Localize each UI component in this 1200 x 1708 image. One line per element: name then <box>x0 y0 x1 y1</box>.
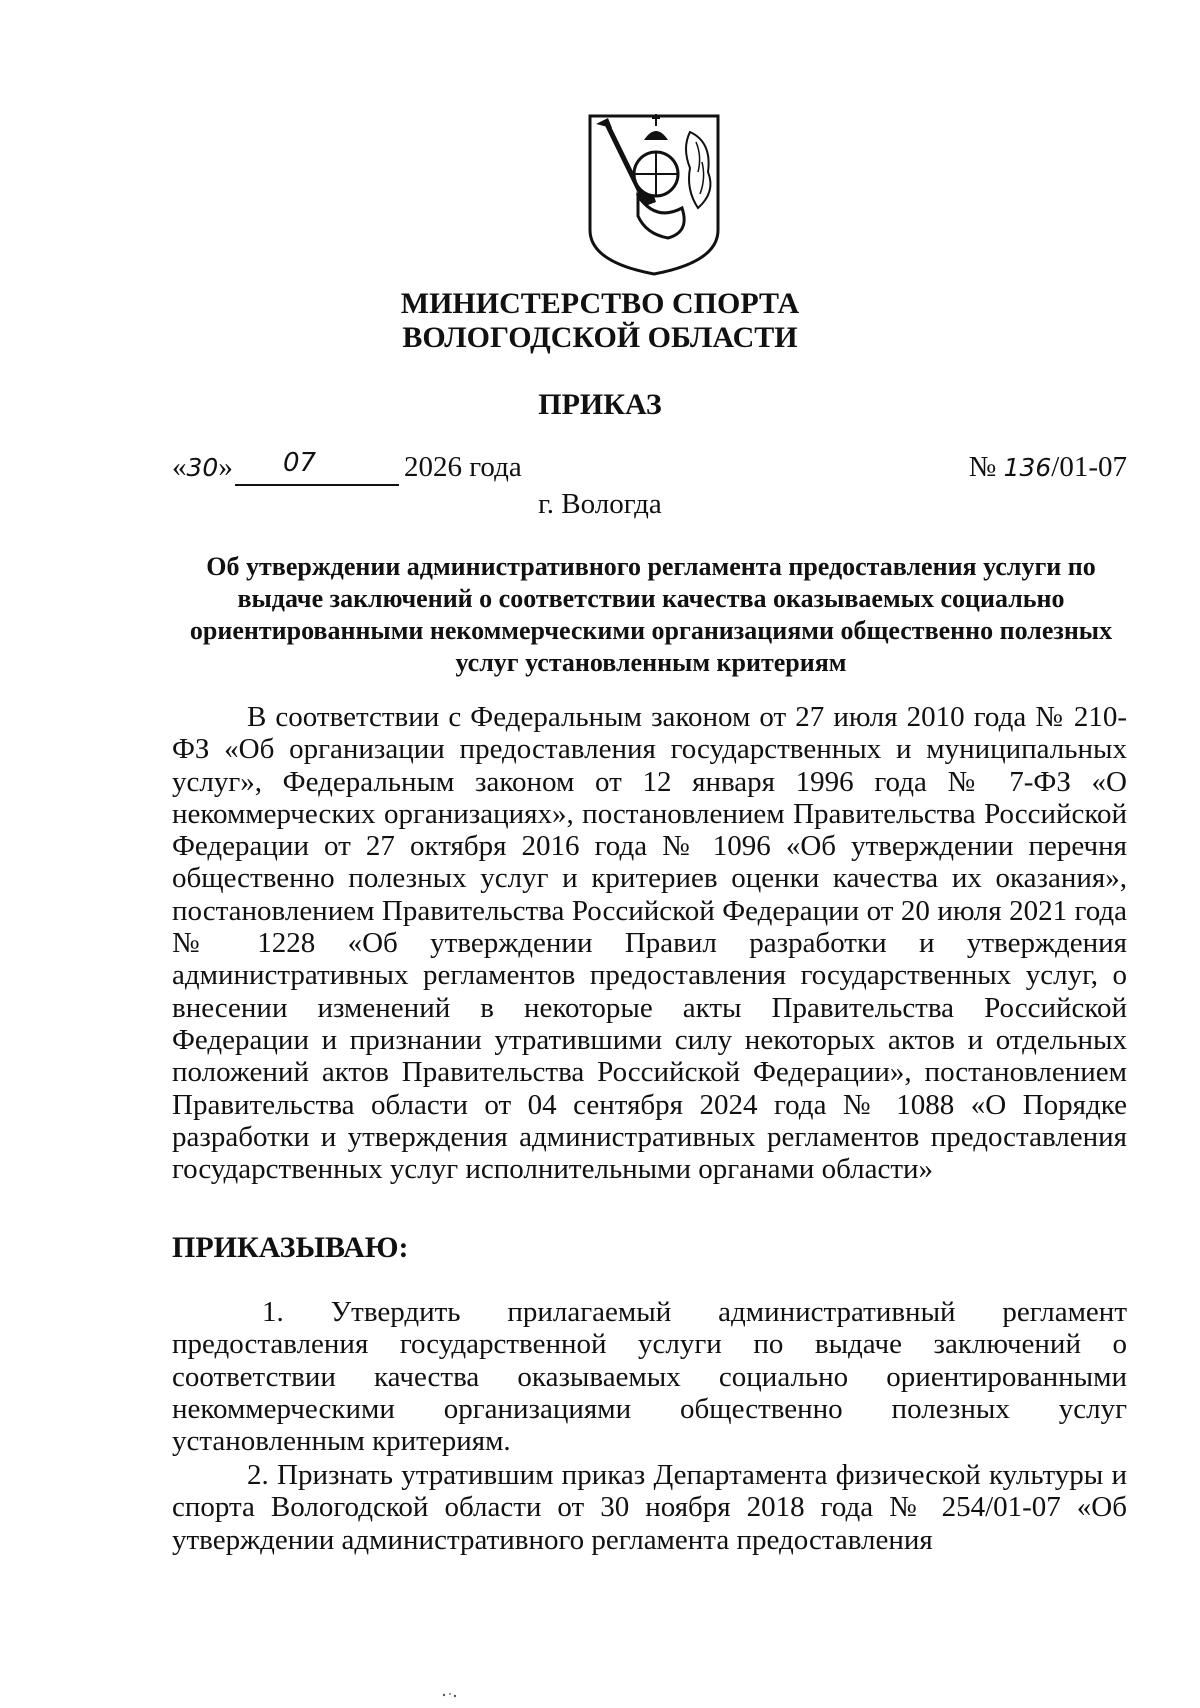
ministry-line-1: МИНИСТЕРСТВО СПОРТА <box>400 287 800 320</box>
vologda-coat-of-arms-emblem <box>586 112 722 278</box>
city: г. Вологда <box>538 488 662 520</box>
ministry-line-2: ВОЛОГОДСКОЙ ОБЛАСТИ <box>402 321 798 354</box>
date-year: 2026 года <box>404 451 522 483</box>
number-prefix: № <box>968 451 997 483</box>
decree-heading: ПРИКАЗЫВАЮ: <box>172 1231 409 1264</box>
preamble-paragraph: В соответствии с Федеральным законом от 27 июля 2010 года № 210-ФЗ «Об организации предоставления государственных и муниципальных услуг», Федеральным законом от 12 января 1996 года № 7-ФЗ «О некоммерческих организациях», постановлением Правительства Российской Федерации от 27 октября 2016 года № 1096 «Об утверждении перечня общественно полезных услуг и критериев оценки качества их оказания», постановлением Правительства Российской Федерации от 20 июля 2021 года № 1228 «Об утверждении Правил разработки и утверждения административных регламентов предоставления государственных услуг, о внесении изменений в некоторые акты Правительства Российской Федерации и признании утратившими силу некоторых актов и отдельных положений актов Правительства Российской Федерации», постановлением Правительства области от 04 сентября 2024 года № 1088 «О Порядке разработки и утверждения административных регламентов предоставления государственных услуг исполнительными органами области» <box>172 701 1127 1186</box>
date-number-row <box>172 450 1127 490</box>
date-month-field <box>235 450 399 486</box>
handwritten-day: 30 <box>186 453 219 482</box>
day-close-quote: » <box>218 451 233 483</box>
date-day <box>172 450 233 485</box>
decree-item-1: 1. Утвердить прилагаемый административный регламент предоставления государственной услуги по выдаче заключений о соответствии качества оказываемых социально ориентированными некоммерческими организациями общественно полезных услуг установленным критериям. <box>172 1296 1127 1458</box>
handwritten-month: 07 <box>283 448 317 478</box>
ministry-name <box>0 287 1200 355</box>
decree-item-2: 2. Признать утратившим приказ Департамента физической культуры и спорта Вологодской области от 30 ноября 2018 года № 254/01-07 «Об утверждении административного регламента предоставления <box>172 1459 1127 1556</box>
document-type-title: ПРИКАЗ <box>538 388 662 421</box>
document-number <box>969 450 1127 485</box>
day-open-quote: « <box>172 451 187 483</box>
document-subject: Об утверждении административного регламента предоставления услуги по выдаче заключений о соответствии качества оказываемых социально ориентированными некоммерческими организациями общественно полезных услуг установленным критериям <box>189 552 1113 677</box>
scan-speck-mark <box>440 1690 460 1700</box>
handwritten-number: 136 <box>1003 453 1052 482</box>
number-suffix: /01-07 <box>1051 451 1127 483</box>
